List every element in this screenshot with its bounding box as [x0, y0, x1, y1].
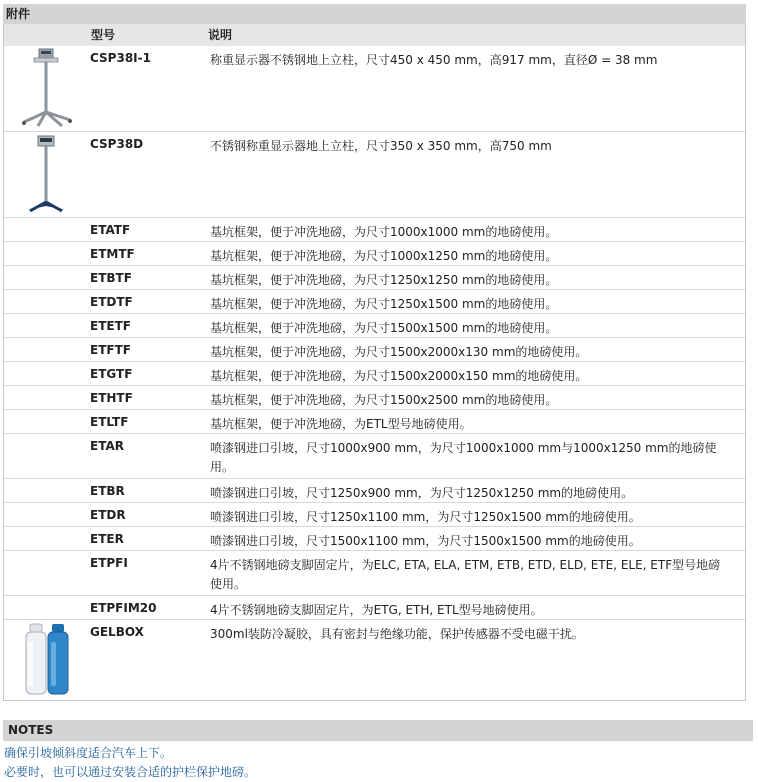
notes-title: NOTES	[3, 720, 753, 741]
table-row	[4, 386, 745, 410]
model-code: ETMTF	[90, 247, 135, 261]
model-code: ETDR	[90, 508, 126, 522]
table-row	[4, 46, 745, 132]
model-description: 300ml装防冷凝胶，具有密封与绝缘功能，保护传感器不受电磁干扰。	[210, 627, 584, 641]
table-row	[4, 132, 745, 218]
model-description: 4片不锈钢地磅支脚固定片，为ETG, ETH, ETL型号地磅使用。	[210, 603, 543, 617]
note-line: 必要时，也可以通过安装合适的护栏保护地磅。	[4, 765, 257, 779]
table-row	[4, 314, 745, 338]
model-code: ETAR	[90, 439, 124, 453]
product-image-indicator-stand-x-base	[4, 46, 84, 131]
table-row	[4, 338, 745, 362]
model-description: 基坑框架，便于冲洗地磅，为尺寸1500x2000x130 mm的地磅使用。	[210, 345, 588, 359]
model-code: CSP38I-1	[90, 51, 151, 65]
table-row	[4, 527, 745, 551]
product-image-gel-bottles	[4, 620, 84, 701]
table-header	[4, 24, 745, 46]
table-row	[4, 362, 745, 386]
model-code: ETHTF	[90, 391, 133, 405]
table-row	[4, 596, 745, 620]
model-code: ETFTF	[90, 343, 131, 357]
model-description: 称重显示器不锈钢地上立柱，尺寸450 x 450 mm，高917 mm，直径Ø = 38 mm	[210, 53, 658, 67]
model-code: ETGTF	[90, 367, 133, 381]
model-description: 不锈钢称重显示器地上立柱，尺寸350 x 350 mm，高750 mm	[210, 139, 552, 153]
model-code: CSP38D	[90, 137, 144, 151]
model-description: 基坑框架，便于冲洗地磅，为ETL型号地磅使用。	[210, 417, 472, 431]
model-code: ETBR	[90, 484, 125, 498]
model-description: 喷漆钢进口引坡，尺寸1000x900 mm，为尺寸1000x1000 mm与1000x1250 mm的地磅使用。	[210, 441, 717, 474]
table-row	[4, 479, 745, 503]
table-row	[4, 242, 745, 266]
model-description: 4片不锈钢地磅支脚固定片，为ELC, ETA, ELA, ETM, ETB, ETD, ELD, ETE, ELE, ETF型号地磅使用。	[210, 558, 721, 591]
model-description: 基坑框架，便于冲洗地磅，为尺寸1500x1500 mm的地磅使用。	[210, 321, 558, 335]
model-code: ETPFIM20	[90, 601, 157, 615]
model-description: 基坑框架，便于冲洗地磅，为尺寸1250x1250 mm的地磅使用。	[210, 273, 558, 287]
model-description: 喷漆钢进口引坡，尺寸1500x1100 mm，为尺寸1500x1500 mm的地磅使用。	[210, 534, 641, 548]
model-code: ETBTF	[90, 271, 132, 285]
accessories-table	[3, 24, 746, 701]
model-code: ETLTF	[90, 415, 129, 429]
model-code: ETPFI	[90, 556, 128, 570]
model-description: 喷漆钢进口引坡，尺寸1250x900 mm，为尺寸1250x1250 mm的地磅使用。	[210, 486, 634, 500]
model-code: ETER	[90, 532, 124, 546]
table-row	[4, 266, 745, 290]
model-code: GELBOX	[90, 625, 144, 639]
model-description: 基坑框架，便于冲洗地磅，为尺寸1000x1250 mm的地磅使用。	[210, 249, 558, 263]
table-row	[4, 434, 745, 479]
note-line: 确保引坡倾斜度适合汽车上下。	[4, 746, 173, 760]
column-header-model: 型号	[91, 28, 116, 42]
model-description: 基坑框架，便于冲洗地磅，为尺寸1250x1500 mm的地磅使用。	[210, 297, 558, 311]
table-row	[4, 410, 745, 434]
model-description: 基坑框架，便于冲洗地磅，为尺寸1500x2000x150 mm的地磅使用。	[210, 369, 588, 383]
table-row	[4, 551, 745, 596]
model-description: 喷漆钢进口引坡，尺寸1250x1100 mm，为尺寸1250x1500 mm的地磅使用。	[210, 510, 641, 524]
model-description: 基坑框架，便于冲洗地磅，为尺寸1000x1000 mm的地磅使用。	[210, 225, 558, 239]
model-code: ETATF	[90, 223, 131, 237]
model-code: ETETF	[90, 319, 131, 333]
table-row	[4, 503, 745, 527]
model-code: ETDTF	[90, 295, 133, 309]
table-row	[4, 620, 745, 701]
model-description: 基坑框架，便于冲洗地磅，为尺寸1500x2500 mm的地磅使用。	[210, 393, 558, 407]
table-row	[4, 218, 745, 242]
table-row	[4, 290, 745, 314]
section-title-accessories: 附件	[3, 4, 746, 24]
product-image-indicator-stand-dark-base	[4, 132, 84, 217]
column-header-description: 说明	[208, 28, 233, 42]
